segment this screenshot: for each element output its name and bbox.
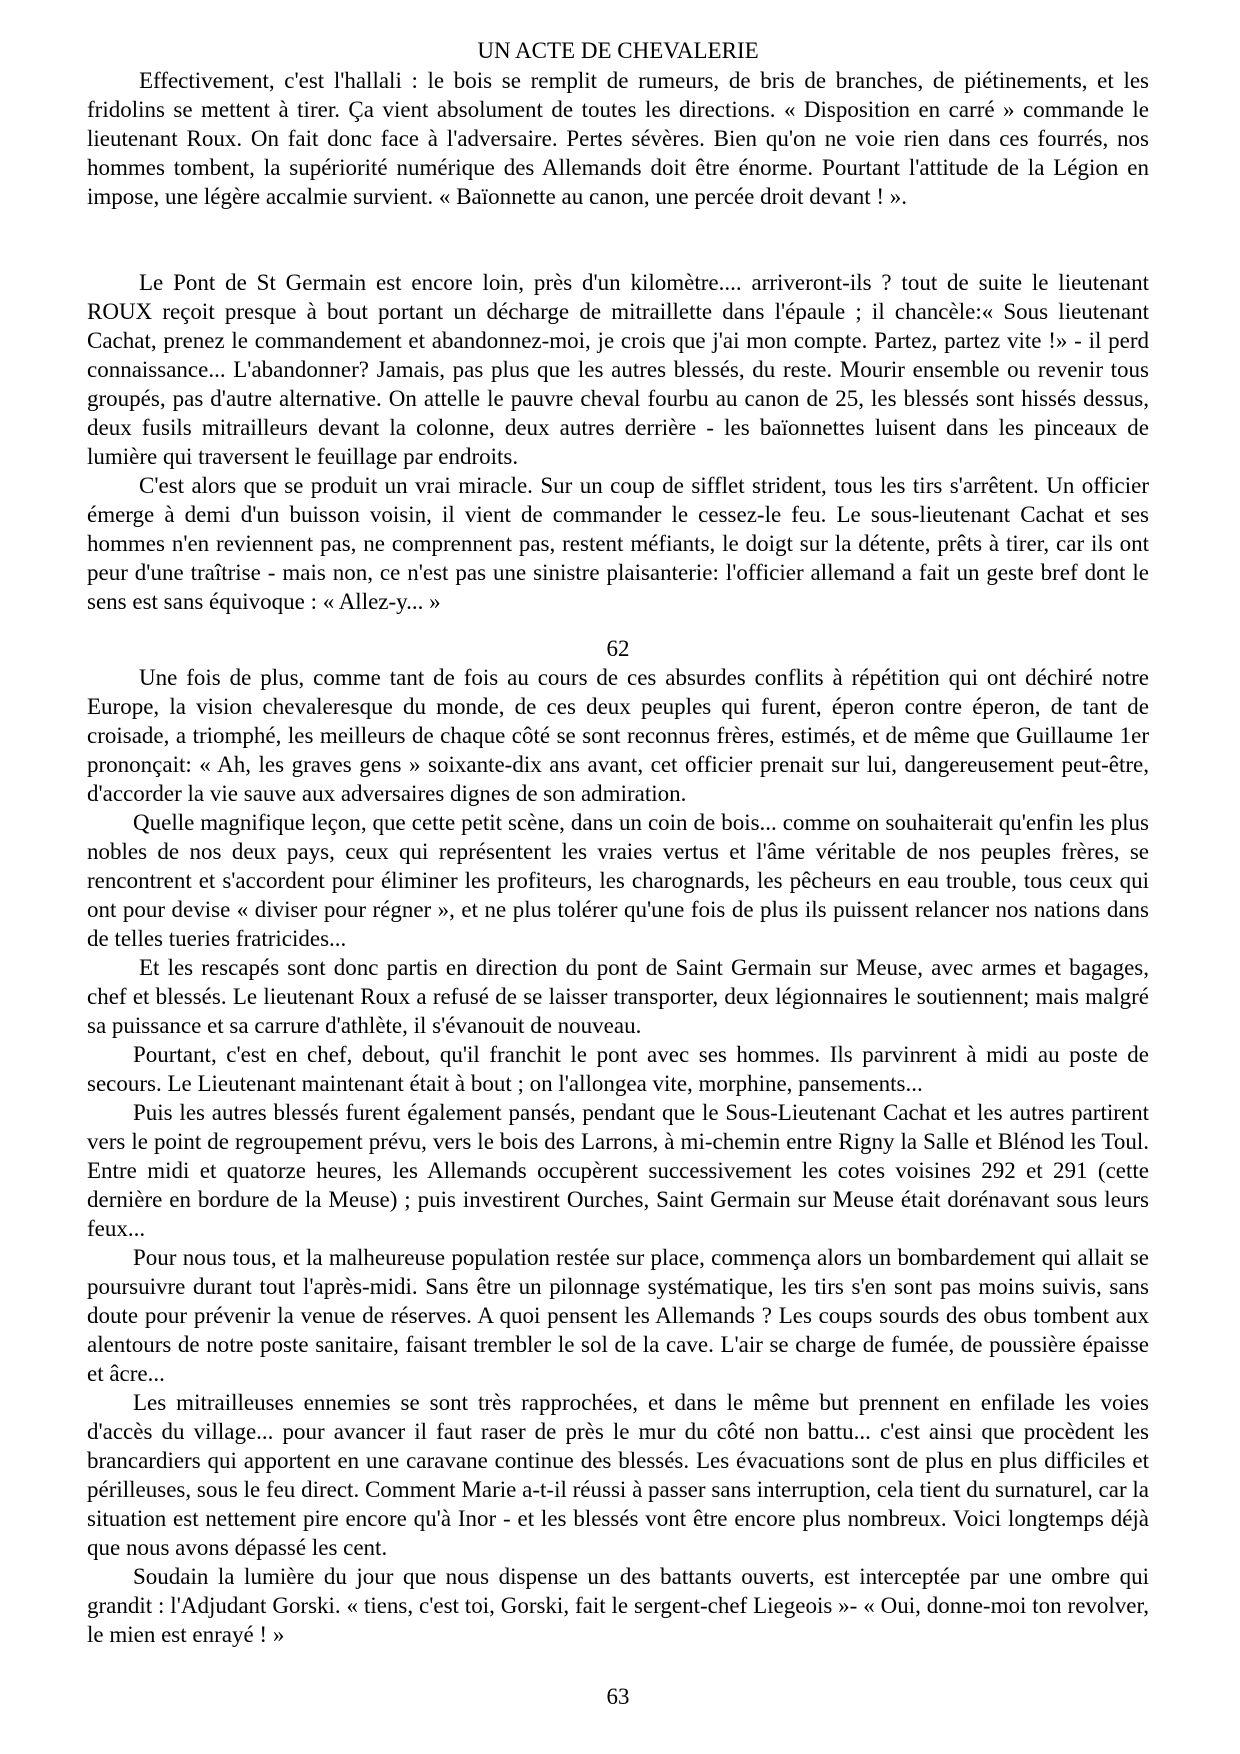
paragraph: Pour nous tous, et la malheureuse population restée sur place, commença alors un bombardement qui allait se poursuivre durant tout l'après-midi. Sans être un pilonnage systématique, les tirs s'en sont pas moins suivis, sans doute pour prévenir la venue de réserves. A quoi pensent les Allemands ? Les coups sourds des obus tombent aux alentours de notre poste sanitaire, faisant trembler le sol de la cave. L'air se charge de fumée, de poussière épaisse et âcre... (87, 1245, 1149, 1386)
page-number: 63 (606, 1684, 630, 1709)
paragraph: Et les rescapés sont donc partis en direction du pont de Saint Germain sur Meuse, avec armes et bagages, chef et blessés. Le lieutenant Roux a refusé de se laisser transporter, deux légionnaires le soutiennent; mais malgré sa puissance et sa carrure d'athlète, il s'évanouit de nouveau. (87, 955, 1149, 1038)
paragraph-block (87, 268, 1149, 471)
paragraph-block (87, 66, 1149, 211)
paragraph: Pourtant, c'est en chef, debout, qu'il franchit le pont avec ses hommes. Ils parvinrent à midi au poste de secours. Le Lieutenant maintenant était à bout ; on l'allongea vite, morphine, pansements... (87, 1042, 1149, 1096)
paragraph: Une fois de plus, comme tant de fois au cours de ces absurdes conflits à répétition qui ont déchiré notre Europe, la vision chevaleresque du monde, de ces deux peuples qui furent, éperon contre éperon, de tant de croisade, a triomphé, les meilleurs de chaque côté se sont reconnus frères, estimés, et de même que Guillaume 1er prononçait: « Ah, les graves gens » soixante-dix ans avant, cet officier prenait sur lui, dangereusement peut-être, d'accorder la vie sauve aux adversaires dignes de son admiration. (87, 665, 1149, 806)
paragraph: C'est alors que se produit un vrai miracle. Sur un coup de sifflet strident, tous les tirs s'arrêtent. Un officier émerge à demi d'un buisson voisin, il vient de commander le cessez-le feu. Le sous-lieutenant Cachat et ses hommes n'en reviennent pas, ne comprennent pas, restent méfiants, le doigt sur la détente, prêts à tirer, car ils ont peur d'une traîtrise - mais non, ce n'est pas une sinistre plaisanterie: l'officier allemand a fait un geste bref dont le sens est sans équivoque : « Allez-y... » (87, 473, 1149, 614)
paragraph: Les mitrailleuses ennemies se sont très rapprochées, et dans le même but prennent en enfilade les voies d'accès du village... pour avancer il faut raser de près le mur du côté non battu... c'est ainsi que procèdent les brancardiers qui apportent en une caravane continue des blessés. Les évacuations sont de plus en plus difficiles et périlleuses, sous le feu direct. Comment Marie a-t-il réussi à passer sans interruption, cela tient du surnaturel, car la situation est nettement pire encore qu'à Inor - et les blessés vont être encore plus nombreux. Voici longtemps déjà que nous avons dépassé les cent. (87, 1390, 1149, 1560)
page-number: 62 (606, 636, 630, 661)
paragraph: Le Pont de St Germain est encore loin, près d'un kilomètre.... arriveront-ils ? tout de suite le lieutenant ROUX reçoit presque à bout portant un décharge de mitraillette dans l'épaule ; il chancèle:« Sous lieutenant Cachat, prenez le commandement et abandonnez-moi, je crois que j'ai mon compte. Partez, partez vite !» - il perd connaissance... L'abandonner? Jamais, pas plus que les autres blessés, du reste. Mourir ensemble ou revenir tous groupés, pas d'autre alternative. On attelle le pauvre cheval fourbu au canon de 25, les blessés sont hissés dessus, deux fusils mitrailleurs devant la colonne, deux autres derrière - les baïonnettes luisent dans les pinceaux de lumière qui traversent le feuillage par endroits. (87, 270, 1149, 469)
paragraph: Quelle magnifique leçon, que cette petit scène, dans un coin de bois... comme on souhaiterait qu'enfin les plus nobles de nos deux pays, ceux qui représentent les vraies vertus et l'âme véritable de nos peuples frères, se rencontrent et s'accordent pour éliminer les profiteurs, les charognards, les pêcheurs en eau trouble, tous ceux qui ont pour devise « diviser pour régner », et ne plus tolérer qu'une fois de plus ils puissent relancer nos nations dans de telles tueries fratricides... (87, 810, 1149, 951)
paragraph-block (87, 471, 1149, 616)
paragraph: Soudain la lumière du jour que nous dispense un des battants ouverts, est interceptée par une ombre qui grandit : l'Adjudant Gorski. « tiens, c'est toi, Gorski, fait le sergent-chef Liegeois »- « Oui, donne-moi ton revolver, le mien est enrayé ! » (87, 1564, 1149, 1647)
paragraph: Effectivement, c'est l'hallali : le bois se remplit de rumeurs, de bris de branches, de piétinements, et les fridolins se mettent à tirer. Ça vient absolument de toutes les directions. « Disposition en carré » commande le lieutenant Roux. On fait donc face à l'adversaire. Pertes sévères. Bien qu'on ne voie rien dans ces fourrés, nos hommes tombent, la supériorité numérique des Allemands doit être énorme. Pourtant l'attitude de la Légion en impose, une légère accalmie survient. « Baïonnette au canon, une percée droit devant ! ». (87, 68, 1149, 209)
paragraph: Puis les autres blessés furent également pansés, pendant que le Sous-Lieutenant Cachat et les autres partirent vers le point de regroupement prévu, vers le bois des Larrons, à mi-chemin entre Rigny la Salle et Blénod les Toul. Entre midi et quatorze heures, les Allemands occupèrent successivement les cotes voisines 292 et 291 (cette dernière en bordure de la Meuse) ; puis investirent Ourches, Saint Germain sur Meuse était dorénavant sous leurs feux... (87, 1100, 1149, 1241)
paragraph-block (87, 663, 1149, 1649)
chapter-title: UN ACTE DE CHEVALERIE (477, 38, 759, 63)
